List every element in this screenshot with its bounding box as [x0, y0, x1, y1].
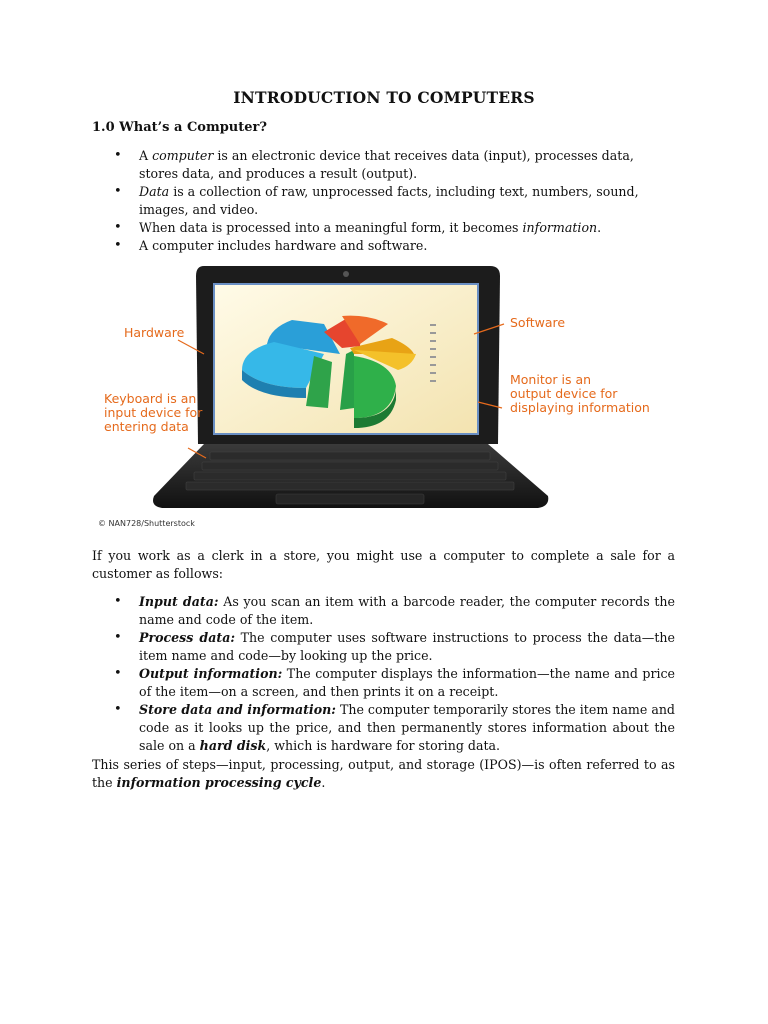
list-item: • Data is a collection of raw, unprocessed facts, including text, numbers, sound, images, and video. [114, 184, 639, 217]
touchpad [276, 494, 424, 504]
webcam-icon [343, 271, 349, 277]
steps-list [0, 593, 768, 755]
bullet-icon: • [114, 594, 122, 609]
bullet-icon: • [114, 666, 122, 681]
keyboard-label: Keyboard is an input device for entering data [104, 391, 203, 434]
laptop-figure [92, 258, 652, 532]
intro-paragraph: If you work as a clerk in a store, you might use a computer to complete a sale for a customer as follows: [92, 548, 675, 581]
list-item: • A computer is an electronic device that receives data (input), processes data, stores data, and produces a result (output). [114, 148, 634, 181]
section-heading: 1.0 What’s a Computer? [92, 120, 267, 135]
bullet-icon: • [114, 184, 122, 199]
list-item: • A computer includes hardware and software. [114, 238, 428, 253]
list-item: • Input data: As you scan an item with a barcode reader, the computer records the name and code of the item. [114, 594, 675, 627]
list-item: • Store data and information: The computer temporarily stores the item name and code as it looks up the price, and then permanently stores information about the sale on a hard disk, which is hardware for storing data. [114, 702, 675, 753]
software-label: Software [510, 315, 566, 330]
bullet-icon: • [114, 148, 122, 163]
list-item: • When data is processed into a meaningful form, it becomes information. [114, 220, 602, 235]
monitor-label: Monitor is an output device for displaying information [510, 372, 650, 415]
cycle-paragraph: This series of steps—input, processing, output, and storage (IPOS)—is often referred to as the information processing cycle. [92, 757, 675, 790]
bullet-icon: • [114, 238, 122, 253]
list-item: • Process data: The computer uses software instructions to process the data—the item name and code—by looking up the price. [114, 630, 675, 663]
page-title: INTRODUCTION TO COMPUTERS [233, 88, 535, 107]
hardware-label: Hardware [124, 325, 185, 340]
bullet-icon: • [114, 220, 122, 235]
bullet-icon: • [114, 630, 122, 645]
image-credit: © NAN728/Shutterstock [98, 519, 195, 528]
list-item: • Output information: The computer displays the information—the name and price of the item—on a screen, and then prints it on a receipt. [114, 666, 676, 699]
definition-list [0, 147, 768, 255]
bullet-icon: • [114, 702, 122, 717]
